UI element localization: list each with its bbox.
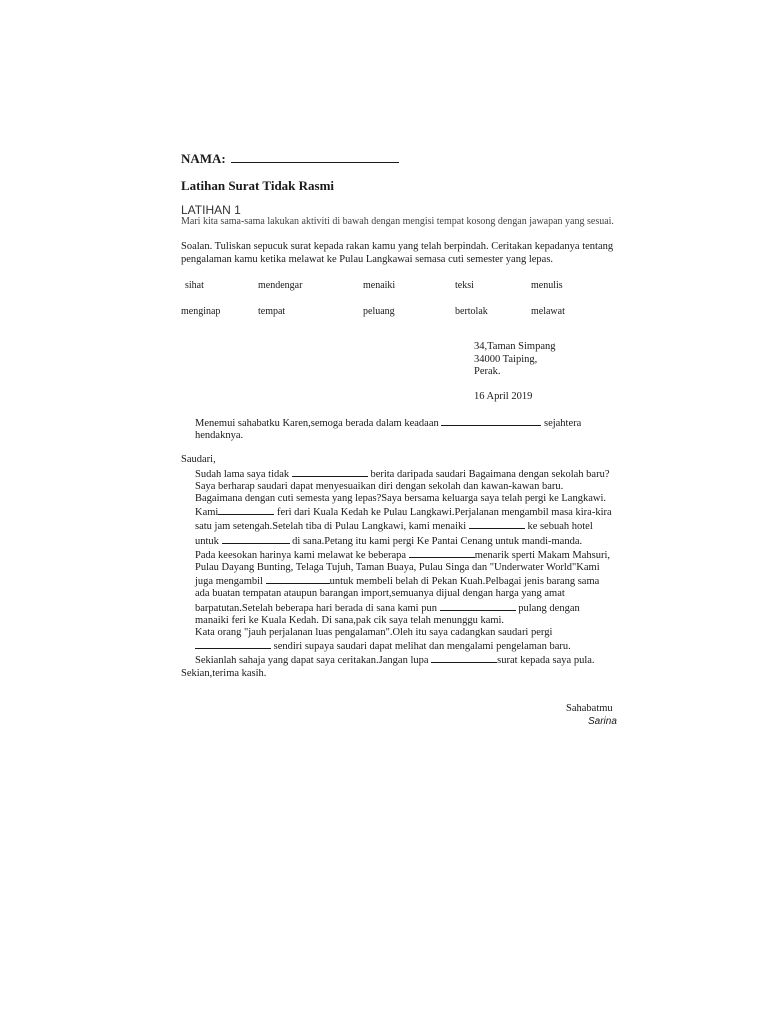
word-bank-item: menulis	[531, 280, 563, 291]
fill-blank	[441, 416, 541, 426]
address-line: 34,Taman Simpang	[474, 341, 556, 352]
letter-paragraph: Kata orang "jauh perjalanan luas pengalaman".Oleh itu saya cadangkan saudari pergi sendiri supaya saudari dapat melihat dan mengalami pengelaman baru.	[195, 627, 571, 653]
letter-paragraph: Sudah lama saya tidak berita daripada saudari Bagaimana dengan sekolah baru?Saya berharap saudari dapat menyesuaikan diri dengan sekolah dan kawan-kawan baru.	[195, 468, 610, 492]
word-bank-item: menginap	[181, 306, 221, 317]
fill-blank	[440, 601, 516, 611]
word-bank-item: menaiki	[363, 280, 396, 291]
address-line: 34000 Taiping,	[474, 353, 538, 365]
name-label: NAMA:	[181, 151, 226, 166]
letter-body	[181, 416, 613, 680]
letter-greeting: Menemui sahabatku Karen,semoga berada dalam keadaan sejahtera hendaknya.	[195, 418, 582, 442]
letter-closing: Sekian,terima kasih.	[181, 667, 267, 679]
letter-date: 16 April 2019	[474, 391, 533, 402]
word-bank-item: tempat	[258, 306, 286, 317]
name-blank-line	[231, 152, 399, 163]
fill-blank	[469, 519, 525, 529]
word-bank-item: sihat	[185, 280, 204, 291]
fill-blank	[431, 653, 497, 663]
fill-blank	[222, 534, 290, 544]
fill-blank	[409, 548, 475, 558]
letter-paragraph: Pada keesokan harinya kami melawat ke beberapa menarik sperti Makam Mahsuri, Pulau Dayang Bunting, Telaga Tujuh, Taman Buaya, Pulau Singa dan "Underwater World"Kami juga mengambil untuk membeli belah di Pekan Kuah.Pelbagai jenis barang sama ada buatan tempatan ataupun barangan import,semuanya dijual dengan harga yang amat barpatutan.Setelah beberapa hari berada di sana kami pun pulang dengan manaiki feri ke Kuala Kedah. Di sana,pak cik saya telah menunggu kami.	[195, 549, 611, 626]
fill-blank	[195, 639, 271, 649]
letter-paragraph: Sekianlah sahaja yang dapat saya ceritakan.Jangan lupa surat kepada saya pula.	[195, 655, 595, 667]
exercise-question: Soalan. Tuliskan sepucuk surat kepada rakan kamu yang telah berpindah. Ceritakan kepadanya tentang pengalaman kamu ketika melawat ke Pulau Langkawai semasa cuti semester yang lepas.	[181, 241, 614, 265]
address-line: Perak.	[474, 366, 501, 377]
letter-signature	[566, 703, 617, 728]
name-field	[181, 151, 399, 167]
fill-blank	[266, 574, 330, 584]
fill-blank	[218, 505, 274, 515]
word-bank-item: mendengar	[258, 280, 303, 291]
sender-address	[474, 341, 556, 379]
exercise-instruction: Mari kita sama-sama lakukan aktiviti di bawah dengan mengisi tempat kosong dengan jawapan yang sesuai.	[181, 216, 614, 227]
letter-salutation: Saudari,	[181, 454, 216, 466]
word-bank-item: melawat	[531, 306, 565, 317]
signature-label: Sahabatmu	[566, 703, 613, 714]
word-bank-item: peluang	[363, 306, 395, 317]
word-bank-item: bertolak	[455, 306, 488, 317]
word-bank-item: teksi	[455, 280, 474, 291]
signature-name: Sarina	[588, 715, 617, 727]
worksheet-title: Latihan Surat Tidak Rasmi	[181, 178, 335, 193]
exercise-label: LATIHAN 1	[181, 203, 241, 217]
letter-paragraph: Bagaimana dengan cuti semesta yang lepas?Saya bersama keluarga saya telah pergi ke Langkawi. Kami feri dari Kuala Kedah ke Pulau Langkawi.Perjalanan mengambil masa kira-kira satu jam setengah.Setelah tiba di Pulau Langkawi, kami menaiki ke sebuah hotel untuk di sana.Petang itu kami pergi Ke Pantai Cenang untuk mandi-manda.	[195, 493, 612, 547]
fill-blank	[292, 467, 368, 477]
